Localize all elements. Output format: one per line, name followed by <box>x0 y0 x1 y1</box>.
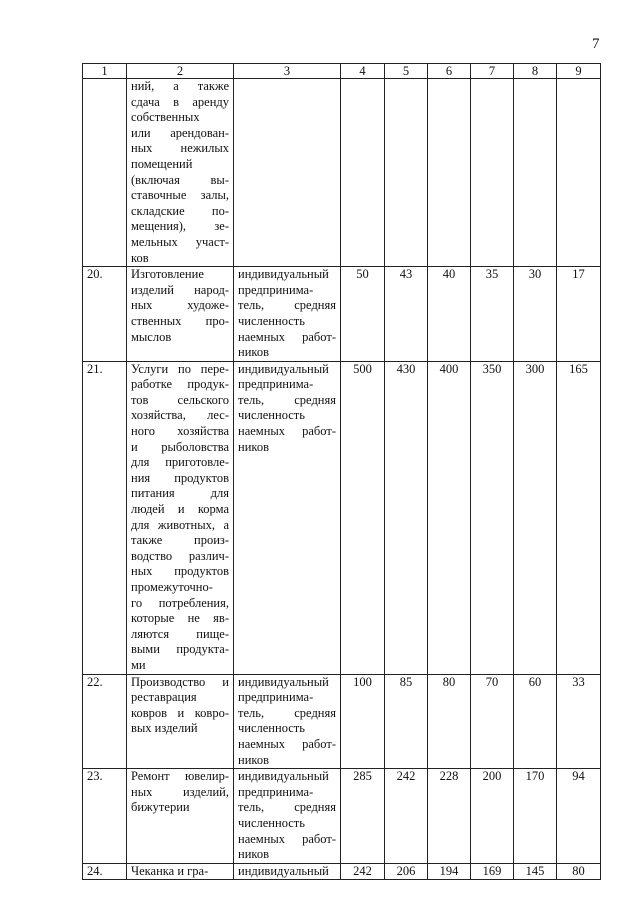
column-header: 3 <box>234 64 341 79</box>
value-cell: 350 <box>471 361 514 674</box>
activity-description <box>127 674 234 769</box>
table-row <box>83 863 601 880</box>
value-cell <box>341 79 385 267</box>
category-line: численность <box>238 815 305 830</box>
category-line: ников <box>238 847 269 862</box>
value-cell <box>428 79 471 267</box>
category-line: численность <box>238 408 305 423</box>
description-line: собственных <box>131 110 200 125</box>
table-row <box>83 674 601 769</box>
value-cell: 228 <box>428 769 471 864</box>
description-line: мещения), зе- <box>131 219 229 234</box>
description-line: водство различ- <box>131 548 229 563</box>
description-line: помещений <box>131 156 193 171</box>
description-line: Ремонт ювелир- <box>131 769 229 784</box>
activity-description <box>127 361 234 674</box>
category-line: тель, средняя <box>238 800 336 815</box>
value-cell <box>385 79 428 267</box>
description-line: которые не яв- <box>131 611 229 626</box>
value-cell: 70 <box>471 674 514 769</box>
description-line: работке продук- <box>131 377 229 392</box>
value-cell: 85 <box>385 674 428 769</box>
description-line: Производство и <box>131 674 229 689</box>
value-cell: 206 <box>385 863 428 880</box>
category-line: тель, средняя <box>238 705 336 720</box>
description-line: ний, а также <box>131 79 229 93</box>
description-line: ков <box>131 250 149 265</box>
value-cell: 94 <box>557 769 601 864</box>
description-line: тов сельского <box>131 392 229 407</box>
description-line: изделий народ- <box>131 282 229 297</box>
description-line: людей и корма <box>131 502 229 517</box>
value-cell: 200 <box>471 769 514 864</box>
description-line: ных изделий, <box>131 784 229 799</box>
description-line: или арендован- <box>131 125 229 140</box>
category-line: ников <box>238 439 269 454</box>
value-cell: 100 <box>341 674 385 769</box>
category-line: ников <box>238 345 269 360</box>
description-line: ных нежилых <box>131 141 229 156</box>
value-cell: 35 <box>471 267 514 362</box>
description-line: хозяйства, лес- <box>131 408 229 423</box>
value-cell: 242 <box>385 769 428 864</box>
category-line: индивидуальный <box>238 267 329 282</box>
description-line: Чеканка и гра- <box>131 863 209 878</box>
value-cell: 242 <box>341 863 385 880</box>
activity-description <box>127 769 234 864</box>
page-number: 7 <box>592 36 600 52</box>
description-line: также произ- <box>131 533 229 548</box>
value-cell: 430 <box>385 361 428 674</box>
description-line: и рыболовства <box>131 439 229 454</box>
taxpayer-category <box>234 674 341 769</box>
category-line: наемных работ- <box>238 831 336 846</box>
category-line: наемных работ- <box>238 329 336 344</box>
activity-description <box>127 79 234 267</box>
description-line: ных продуктов <box>131 564 229 579</box>
value-cell: 17 <box>557 267 601 362</box>
value-cell <box>514 79 557 267</box>
description-line: ственных про- <box>131 313 229 328</box>
column-header: 9 <box>557 64 601 79</box>
value-cell: 40 <box>428 267 471 362</box>
taxpayer-category <box>234 361 341 674</box>
taxpayer-category <box>234 863 341 880</box>
table-row <box>83 361 601 674</box>
description-line: вых изделий <box>131 721 198 736</box>
value-cell: 43 <box>385 267 428 362</box>
description-line: Изготовление <box>131 267 204 282</box>
column-header: 7 <box>471 64 514 79</box>
description-line: Услуги по пере- <box>131 361 229 376</box>
description-line: ного хозяйства <box>131 424 229 439</box>
value-cell: 300 <box>514 361 557 674</box>
category-line: индивидуальный <box>238 769 329 784</box>
column-header: 2 <box>127 64 234 79</box>
description-line: выми продукта- <box>131 642 229 657</box>
row-number: 20. <box>83 267 127 362</box>
value-cell: 50 <box>341 267 385 362</box>
table-row <box>83 267 601 362</box>
table-header-row <box>83 64 601 79</box>
value-cell: 194 <box>428 863 471 880</box>
category-line: тель, средняя <box>238 298 336 313</box>
value-cell <box>557 79 601 267</box>
category-line: предпринима- <box>238 784 314 799</box>
category-line: ников <box>238 752 269 767</box>
description-line: реставрация <box>131 690 197 705</box>
value-cell: 400 <box>428 361 471 674</box>
category-line: численность <box>238 721 305 736</box>
description-line: ных художе- <box>131 298 229 313</box>
description-line: бижутерии <box>131 800 190 815</box>
description-line: мыслов <box>131 329 172 344</box>
row-number <box>83 79 127 267</box>
category-line: предпринима- <box>238 282 314 297</box>
value-cell: 60 <box>514 674 557 769</box>
category-line: наемных работ- <box>238 424 336 439</box>
column-header: 5 <box>385 64 428 79</box>
row-number: 21. <box>83 361 127 674</box>
description-line: складские по- <box>131 203 229 218</box>
taxpayer-category <box>234 79 341 267</box>
description-line: (включая вы- <box>131 172 229 187</box>
table-row <box>83 79 601 267</box>
description-line: для приготовле- <box>131 455 229 470</box>
description-line: ния продуктов <box>131 470 229 485</box>
description-line: промежуточно- <box>131 580 213 594</box>
row-number: 24. <box>83 863 127 880</box>
value-cell: 500 <box>341 361 385 674</box>
category-line: индивидуальный <box>238 863 329 878</box>
column-header: 1 <box>83 64 127 79</box>
tariff-table <box>82 63 601 880</box>
category-line: предпринима- <box>238 690 314 705</box>
description-line: сдача в аренду <box>131 94 229 109</box>
description-line: ми <box>131 657 146 672</box>
description-line: го потребления, <box>131 595 229 610</box>
row-number: 23. <box>83 769 127 864</box>
description-line: ляются пище- <box>131 626 229 641</box>
value-cell: 33 <box>557 674 601 769</box>
description-line: ставочные залы, <box>131 188 229 203</box>
activity-description <box>127 267 234 362</box>
table-row <box>83 769 601 864</box>
category-line: индивидуальный <box>238 674 329 689</box>
description-line: ковров и ковро- <box>131 705 229 720</box>
category-line: наемных работ- <box>238 736 336 751</box>
activity-description <box>127 863 234 880</box>
category-line: индивидуальный <box>238 361 329 376</box>
description-line: мельных участ- <box>131 234 229 249</box>
column-header: 8 <box>514 64 557 79</box>
category-line: численность <box>238 313 305 328</box>
column-header: 6 <box>428 64 471 79</box>
column-header: 4 <box>341 64 385 79</box>
value-cell: 145 <box>514 863 557 880</box>
category-line: предпринима- <box>238 377 314 392</box>
category-line: тель, средняя <box>238 392 336 407</box>
value-cell: 169 <box>471 863 514 880</box>
description-line: питания для <box>131 486 229 501</box>
description-line: для животных, а <box>131 517 229 532</box>
row-number: 22. <box>83 674 127 769</box>
value-cell: 80 <box>428 674 471 769</box>
value-cell: 80 <box>557 863 601 880</box>
taxpayer-category <box>234 267 341 362</box>
value-cell: 285 <box>341 769 385 864</box>
value-cell <box>471 79 514 267</box>
taxpayer-category <box>234 769 341 864</box>
value-cell: 165 <box>557 361 601 674</box>
value-cell: 30 <box>514 267 557 362</box>
value-cell: 170 <box>514 769 557 864</box>
